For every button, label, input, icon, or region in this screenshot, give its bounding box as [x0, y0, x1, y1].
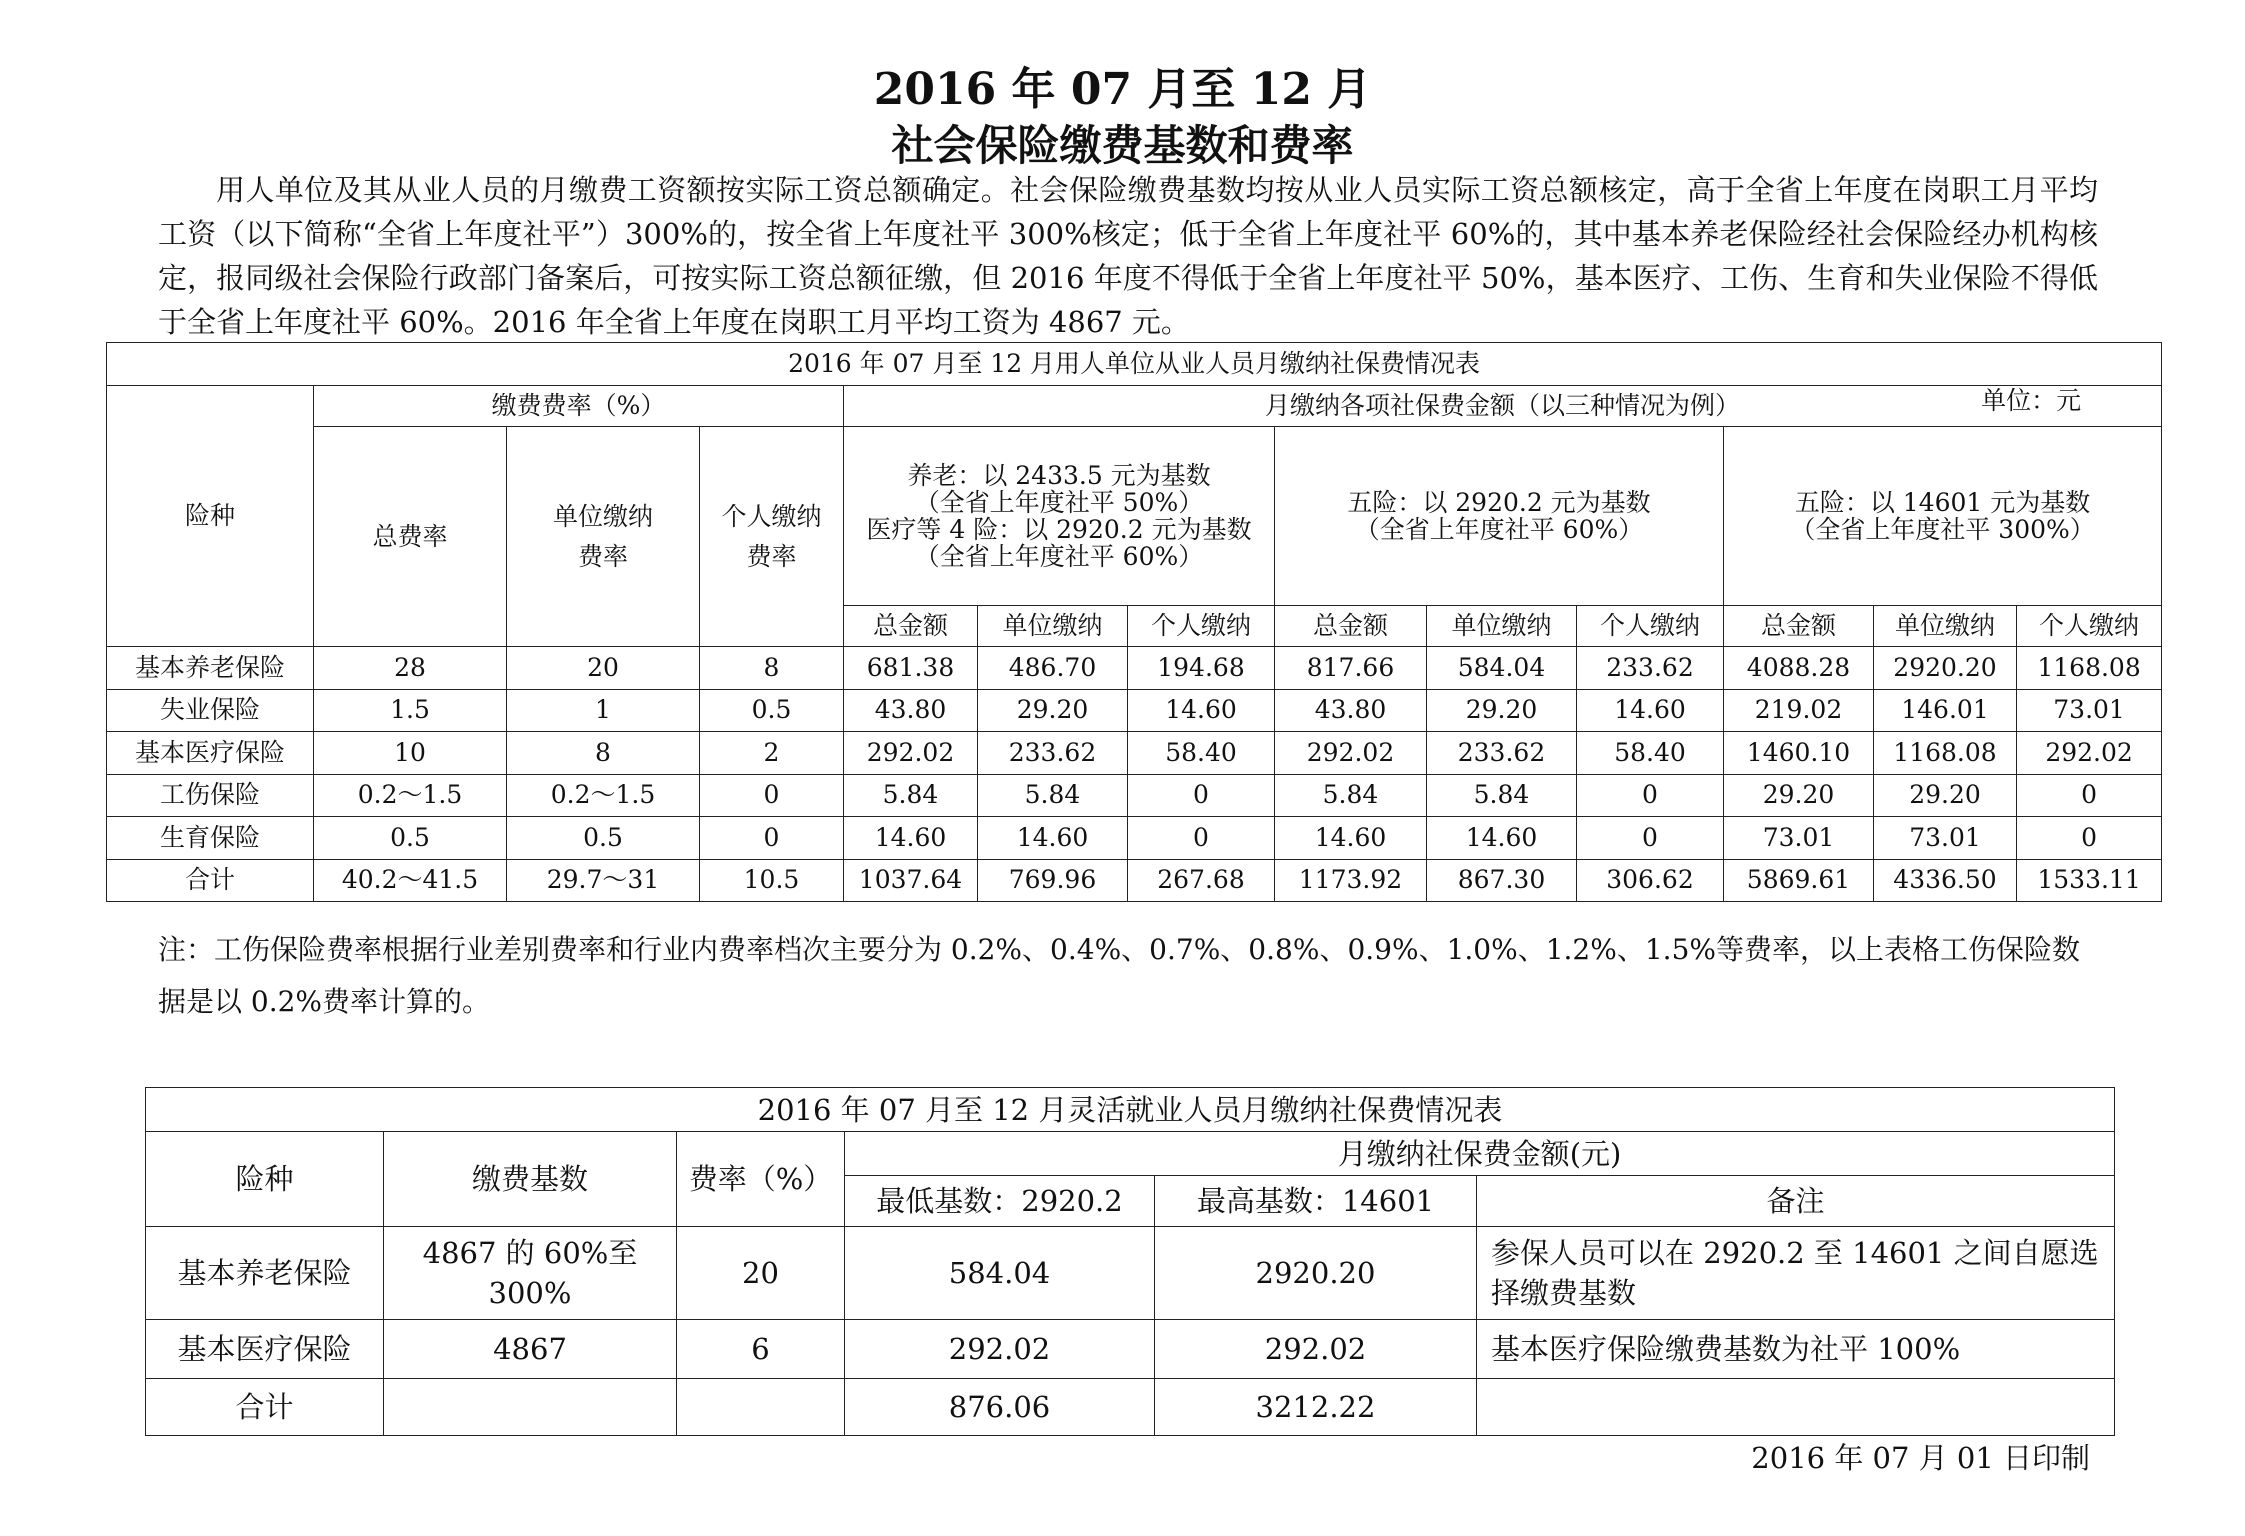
cell-c1-total: 5.84 [844, 774, 978, 817]
table-row [107, 774, 2162, 817]
cell-c2-personal: 0 [1577, 774, 1724, 817]
cell-c3-total: 73.01 [1724, 817, 1874, 860]
cell-unit-rate: 8 [507, 732, 700, 775]
amount-group-label: 月缴纳各项社保费金额（以三种情况为例） [1265, 391, 1741, 420]
cell-c1-unit: 29.20 [978, 689, 1128, 732]
cell-c1-total: 14.60 [844, 817, 978, 860]
cell-rate: 20 [677, 1227, 845, 1320]
print-date: 2016 年 07 月 01 日印制 [1751, 1441, 2090, 1475]
footnote: 注：工伤保险费率根据行业差别费率和行业内费率档次主要分为 0.2%、0.4%、0.7%、0.8%、0.9%、1.0%、1.2%、1.5%等费率，以上表格工伤保险数据是以 0.2%费率计算的。 [158, 933, 2080, 1018]
header-rate-group: 缴费费率（%） [314, 386, 844, 427]
cell-c1-unit: 14.60 [978, 817, 1128, 860]
cell-max-amount: 2920.20 [1155, 1227, 1477, 1320]
cell-total-rate: 0.2～1.5 [314, 774, 507, 817]
cell-type: 基本养老保险 [107, 647, 314, 690]
cell-c2-total: 5.84 [1275, 774, 1427, 817]
t2-header-remark: 备注 [1477, 1176, 2115, 1227]
intro-paragraph [158, 168, 2098, 344]
cell-total-rate: 40.2～41.5 [314, 859, 507, 902]
document-title: 社会保险缴费基数和费率 [891, 121, 1354, 170]
cell-type: 基本医疗保险 [107, 732, 314, 775]
t2-header-max-base: 最高基数：14601 [1155, 1176, 1477, 1227]
case1-line2: （全省上年度社平 50%） [914, 488, 1204, 517]
cell-type: 合计 [146, 1379, 384, 1436]
header-amount-group [844, 386, 2162, 427]
cell-c3-unit: 2920.20 [1874, 647, 2017, 690]
cell-c3-total: 5869.61 [1724, 859, 1874, 902]
cell-c2-total: 43.80 [1275, 689, 1427, 732]
cell-c1-personal: 0 [1128, 774, 1275, 817]
cell-c3-total: 219.02 [1724, 689, 1874, 732]
case1-line4: （全省上年度社平 60%） [914, 542, 1204, 571]
cell-unit-rate: 0.5 [507, 817, 700, 860]
unit-rate-line1: 单位缴纳 [552, 501, 653, 531]
header-insurance-type: 险种 [107, 386, 314, 647]
cell-c1-total: 681.38 [844, 647, 978, 690]
cell-type: 工伤保险 [107, 774, 314, 817]
cell-c2-personal: 0 [1577, 817, 1724, 860]
table-row [107, 859, 2162, 902]
case3-unit-header: 单位缴纳 [1874, 606, 2017, 647]
cell-remark: 参保人员可以在 2920.2 至 14601 之间自愿选择缴费基数 [1477, 1227, 2115, 1320]
cell-c3-total: 4088.28 [1724, 647, 1874, 690]
cell-c3-unit: 4336.50 [1874, 859, 2017, 902]
personal-rate-line1: 个人缴纳 [721, 501, 822, 531]
cell-total-rate: 28 [314, 647, 507, 690]
cell-base: 4867 [384, 1320, 677, 1379]
cell-c1-unit: 233.62 [978, 732, 1128, 775]
cell-rate: 6 [677, 1320, 845, 1379]
cell-c3-unit: 146.01 [1874, 689, 2017, 732]
cell-c3-unit: 1168.08 [1874, 732, 2017, 775]
unit-label: 单位：元 [1981, 386, 2082, 415]
cell-personal-rate: 8 [700, 647, 844, 690]
personal-rate-line2: 费率 [746, 541, 797, 571]
table-row [146, 1227, 2115, 1320]
t2-header-min-base: 最低基数：2920.2 [845, 1176, 1155, 1227]
cell-unit-rate: 1 [507, 689, 700, 732]
cell-unit-rate: 20 [507, 647, 700, 690]
cell-c1-personal: 267.68 [1128, 859, 1275, 902]
cell-personal-rate: 0 [700, 774, 844, 817]
header-case2 [1275, 427, 1724, 606]
cell-min-amount: 292.02 [845, 1320, 1155, 1379]
cell-c3-total: 1460.10 [1724, 732, 1874, 775]
cell-c2-personal: 233.62 [1577, 647, 1724, 690]
case1-personal-header: 个人缴纳 [1128, 606, 1275, 647]
cell-c2-unit: 29.20 [1427, 689, 1577, 732]
header-case1 [844, 427, 1275, 606]
cell-c2-personal: 14.60 [1577, 689, 1724, 732]
t2-header-amount-group: 月缴纳社保费金额(元) [845, 1132, 2115, 1176]
case3-line2: （全省上年度社平 300%） [1790, 515, 2095, 544]
cell-c3-personal: 292.02 [2017, 732, 2162, 775]
cell-personal-rate: 0 [700, 817, 844, 860]
employer-contribution-table [106, 342, 2162, 902]
cell-c1-total: 1037.64 [844, 859, 978, 902]
table-row [146, 1379, 2115, 1436]
cell-c1-personal: 58.40 [1128, 732, 1275, 775]
cell-c2-total: 1173.92 [1275, 859, 1427, 902]
cell-c2-unit: 584.04 [1427, 647, 1577, 690]
case1-total-header: 总金额 [844, 606, 978, 647]
case3-total-header: 总金额 [1724, 606, 1874, 647]
cell-unit-rate: 0.2～1.5 [507, 774, 700, 817]
document-title-date: 2016 年 07 月至 12 月 [873, 64, 1372, 115]
cell-c3-personal: 0 [2017, 774, 2162, 817]
cell-type: 失业保险 [107, 689, 314, 732]
cell-type: 基本医疗保险 [146, 1320, 384, 1379]
case2-unit-header: 单位缴纳 [1427, 606, 1577, 647]
case3-personal-header: 个人缴纳 [2017, 606, 2162, 647]
cell-c1-personal: 0 [1128, 817, 1275, 860]
cell-base [384, 1379, 677, 1436]
cell-remark [1477, 1379, 2115, 1436]
cell-c1-total: 292.02 [844, 732, 978, 775]
flexible-employment-table [145, 1087, 2115, 1436]
cell-c2-unit: 5.84 [1427, 774, 1577, 817]
cell-c1-total: 43.80 [844, 689, 978, 732]
cell-type: 生育保险 [107, 817, 314, 860]
cell-max-amount: 3212.22 [1155, 1379, 1477, 1436]
cell-type: 基本养老保险 [146, 1227, 384, 1320]
case1-unit-header: 单位缴纳 [978, 606, 1128, 647]
cell-c3-unit: 29.20 [1874, 774, 2017, 817]
cell-remark: 基本医疗保险缴费基数为社平 100% [1477, 1320, 2115, 1379]
cell-c1-personal: 14.60 [1128, 689, 1275, 732]
cell-c3-personal: 1168.08 [2017, 647, 2162, 690]
cell-c1-unit: 5.84 [978, 774, 1128, 817]
header-case3 [1724, 427, 2162, 606]
cell-total-rate: 0.5 [314, 817, 507, 860]
cell-min-amount: 876.06 [845, 1379, 1155, 1436]
cell-c2-personal: 58.40 [1577, 732, 1724, 775]
table-row [107, 647, 2162, 690]
t2-header-base: 缴费基数 [384, 1132, 677, 1227]
cell-type: 合计 [107, 859, 314, 902]
cell-max-amount: 292.02 [1155, 1320, 1477, 1379]
case2-line2: （全省上年度社平 60%） [1354, 515, 1644, 544]
cell-c2-total: 14.60 [1275, 817, 1427, 860]
header-total-rate: 总费率 [314, 427, 507, 647]
t2-header-rate: 费率（%） [677, 1132, 845, 1227]
cell-personal-rate: 0.5 [700, 689, 844, 732]
cell-c3-personal: 73.01 [2017, 689, 2162, 732]
cell-c2-unit: 14.60 [1427, 817, 1577, 860]
table2-title: 2016 年 07 月至 12 月灵活就业人员月缴纳社保费情况表 [146, 1088, 2115, 1132]
cell-c3-total: 29.20 [1724, 774, 1874, 817]
cell-rate [677, 1379, 845, 1436]
cell-c2-unit: 867.30 [1427, 859, 1577, 902]
cell-c1-unit: 486.70 [978, 647, 1128, 690]
case2-personal-header: 个人缴纳 [1577, 606, 1724, 647]
header-unit-rate [507, 427, 700, 647]
cell-c3-personal: 1533.11 [2017, 859, 2162, 902]
cell-c2-total: 292.02 [1275, 732, 1427, 775]
header-personal-rate [700, 427, 844, 647]
cell-total-rate: 10 [314, 732, 507, 775]
cell-personal-rate: 10.5 [700, 859, 844, 902]
cell-c2-unit: 233.62 [1427, 732, 1577, 775]
cell-unit-rate: 29.7～31 [507, 859, 700, 902]
cell-c3-personal: 0 [2017, 817, 2162, 860]
cell-c1-unit: 769.96 [978, 859, 1128, 902]
case3-line1: 五险：以 14601 元为基数 [1794, 488, 2091, 517]
case2-line1: 五险：以 2920.2 元为基数 [1347, 488, 1651, 517]
cell-c3-unit: 73.01 [1874, 817, 2017, 860]
table-row [146, 1320, 2115, 1379]
table-row [107, 732, 2162, 775]
case1-line3: 医疗等 4 险：以 2920.2 元为基数 [866, 515, 1252, 544]
cell-personal-rate: 2 [700, 732, 844, 775]
unit-rate-line2: 费率 [577, 541, 628, 571]
cell-base: 4867 的 60%至 300% [384, 1227, 677, 1320]
cell-min-amount: 584.04 [845, 1227, 1155, 1320]
cell-c2-total: 817.66 [1275, 647, 1427, 690]
cell-c1-personal: 194.68 [1128, 647, 1275, 690]
case1-line1: 养老：以 2433.5 元为基数 [907, 461, 1211, 490]
intro-text: 用人单位及其从业人员的月缴费工资额按实际工资总额确定。社会保险缴费基数均按从业人员实际工资总额核定，高于全省上年度在岗职工月平均工资（以下简称“全省上年度社平”）300%的，按全省上年度社平 300%核定；低于全省上年度社平 60%的，其中基本养老保险经社会保险经办机构核定，报同级社会保险行政部门备案后，可按实际工资总额征缴，但 2016 年度不得低于全省上年度社平 50%，基本医疗、工伤、生育和失业保险不得低于全省上年度社平 60%。2016 年全省上年度在岗职工月平均工资为 4867 元。 [158, 173, 2098, 339]
cell-total-rate: 1.5 [314, 689, 507, 732]
table-row [107, 689, 2162, 732]
table1-title: 2016 年 07 月至 12 月用人单位从业人员月缴纳社保费情况表 [107, 343, 2162, 386]
t2-header-insurance-type: 险种 [146, 1132, 384, 1227]
case2-total-header: 总金额 [1275, 606, 1427, 647]
table-row [107, 817, 2162, 860]
cell-c2-personal: 306.62 [1577, 859, 1724, 902]
